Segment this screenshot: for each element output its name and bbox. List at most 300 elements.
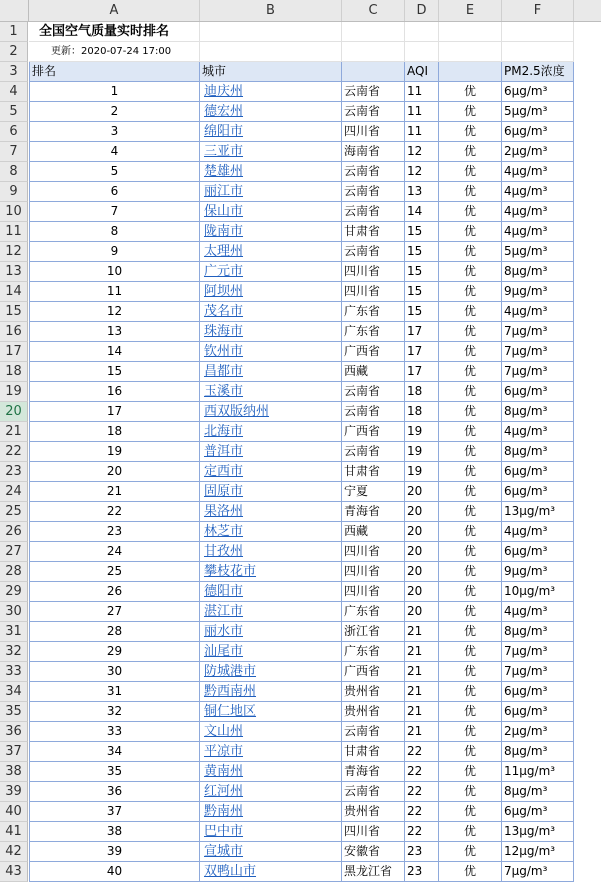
city-link[interactable]: 德宏州 (200, 102, 342, 122)
province-cell[interactable]: 四川省 (342, 822, 405, 842)
quality-level-cell[interactable]: 优 (439, 362, 502, 382)
quality-level-cell[interactable]: 优 (439, 822, 502, 842)
pm25-cell[interactable]: 8μg/m³ (502, 442, 574, 462)
quality-level-cell[interactable]: 优 (439, 322, 502, 342)
city-link[interactable]: 湛江市 (200, 602, 342, 622)
column-header-a[interactable]: A (29, 0, 200, 21)
pm25-cell[interactable]: 2μg/m³ (502, 722, 574, 742)
update-timestamp[interactable]: 更新：2020-07-24 17:00 (51, 46, 172, 57)
rank-cell[interactable]: 31 (29, 682, 200, 702)
pm25-cell[interactable]: 9μg/m³ (502, 282, 574, 302)
city-link[interactable]: 甘孜州 (200, 542, 342, 562)
rank-cell[interactable]: 24 (29, 542, 200, 562)
row-header-7[interactable]: 7 (0, 142, 28, 162)
pm25-cell[interactable]: 12μg/m³ (502, 842, 574, 862)
aqi-cell[interactable]: 22 (405, 762, 439, 782)
province-cell[interactable]: 青海省 (342, 762, 405, 782)
rank-cell[interactable]: 10 (29, 262, 200, 282)
rank-cell[interactable]: 29 (29, 642, 200, 662)
row-header-12[interactable]: 12 (0, 242, 28, 262)
quality-level-cell[interactable]: 优 (439, 702, 502, 722)
row-header-33[interactable]: 33 (0, 662, 28, 682)
aqi-cell[interactable]: 20 (405, 602, 439, 622)
header-prov[interactable] (342, 62, 405, 82)
row-header-39[interactable]: 39 (0, 782, 28, 802)
city-link[interactable]: 绵阳市 (200, 122, 342, 142)
province-cell[interactable]: 贵州省 (342, 682, 405, 702)
aqi-cell[interactable]: 17 (405, 322, 439, 342)
province-cell[interactable]: 云南省 (342, 442, 405, 462)
rank-cell[interactable]: 34 (29, 742, 200, 762)
header-pm[interactable]: PM2.5浓度 (502, 62, 574, 82)
cell-empty[interactable] (439, 22, 502, 42)
rank-cell[interactable]: 7 (29, 202, 200, 222)
pm25-cell[interactable]: 8μg/m³ (502, 622, 574, 642)
row-header-21[interactable]: 21 (0, 422, 28, 442)
city-link[interactable]: 定西市 (200, 462, 342, 482)
quality-level-cell[interactable]: 优 (439, 462, 502, 482)
rank-cell[interactable]: 36 (29, 782, 200, 802)
aqi-cell[interactable]: 17 (405, 362, 439, 382)
rank-cell[interactable]: 18 (29, 422, 200, 442)
pm25-cell[interactable]: 4μg/m³ (502, 182, 574, 202)
row-header-40[interactable]: 40 (0, 802, 28, 822)
rank-cell[interactable]: 40 (29, 862, 200, 882)
row-header-22[interactable]: 22 (0, 442, 28, 462)
rank-cell[interactable]: 35 (29, 762, 200, 782)
quality-level-cell[interactable]: 优 (439, 802, 502, 822)
row-header-5[interactable]: 5 (0, 102, 28, 122)
quality-level-cell[interactable]: 优 (439, 642, 502, 662)
pm25-cell[interactable]: 6μg/m³ (502, 542, 574, 562)
row-header-11[interactable]: 11 (0, 222, 28, 242)
pm25-cell[interactable]: 8μg/m³ (502, 262, 574, 282)
city-link[interactable]: 北海市 (200, 422, 342, 442)
select-all-corner[interactable] (0, 0, 29, 21)
row-header-14[interactable]: 14 (0, 282, 28, 302)
aqi-cell[interactable]: 21 (405, 642, 439, 662)
province-cell[interactable]: 云南省 (342, 782, 405, 802)
pm25-cell[interactable]: 4μg/m³ (502, 602, 574, 622)
pm25-cell[interactable]: 2μg/m³ (502, 142, 574, 162)
row-header-15[interactable]: 15 (0, 302, 28, 322)
quality-level-cell[interactable]: 优 (439, 382, 502, 402)
province-cell[interactable]: 广东省 (342, 322, 405, 342)
city-link[interactable]: 汕尾市 (200, 642, 342, 662)
row-header-41[interactable]: 41 (0, 822, 28, 842)
aqi-cell[interactable]: 19 (405, 462, 439, 482)
row-header-31[interactable]: 31 (0, 622, 28, 642)
province-cell[interactable]: 西藏 (342, 362, 405, 382)
quality-level-cell[interactable]: 优 (439, 442, 502, 462)
aqi-cell[interactable]: 19 (405, 422, 439, 442)
row-header-4[interactable]: 4 (0, 82, 28, 102)
rank-cell[interactable]: 6 (29, 182, 200, 202)
pm25-cell[interactable]: 11μg/m³ (502, 762, 574, 782)
city-link[interactable]: 阿坝州 (200, 282, 342, 302)
quality-level-cell[interactable]: 优 (439, 482, 502, 502)
rank-cell[interactable]: 12 (29, 302, 200, 322)
quality-level-cell[interactable]: 优 (439, 602, 502, 622)
province-cell[interactable]: 四川省 (342, 122, 405, 142)
row-header-27[interactable]: 27 (0, 542, 28, 562)
province-cell[interactable]: 云南省 (342, 242, 405, 262)
row-header-13[interactable]: 13 (0, 262, 28, 282)
header-aqi[interactable]: AQI (405, 62, 439, 82)
rank-cell[interactable]: 28 (29, 622, 200, 642)
pm25-cell[interactable]: 13μg/m³ (502, 502, 574, 522)
city-link[interactable]: 固原市 (200, 482, 342, 502)
rank-cell[interactable]: 38 (29, 822, 200, 842)
rank-cell[interactable]: 19 (29, 442, 200, 462)
province-cell[interactable]: 海南省 (342, 142, 405, 162)
row-header-20[interactable]: 20 (0, 402, 28, 422)
row-header-32[interactable]: 32 (0, 642, 28, 662)
aqi-cell[interactable]: 21 (405, 702, 439, 722)
cell-empty[interactable] (342, 22, 405, 42)
city-link[interactable]: 黔西南州 (200, 682, 342, 702)
quality-level-cell[interactable]: 优 (439, 142, 502, 162)
quality-level-cell[interactable]: 优 (439, 402, 502, 422)
sheet-title[interactable]: 全国空气质量实时排名 (39, 24, 170, 39)
aqi-cell[interactable]: 12 (405, 162, 439, 182)
city-link[interactable]: 陇南市 (200, 222, 342, 242)
rank-cell[interactable]: 32 (29, 702, 200, 722)
quality-level-cell[interactable]: 优 (439, 862, 502, 882)
province-cell[interactable]: 西藏 (342, 522, 405, 542)
province-cell[interactable]: 贵州省 (342, 702, 405, 722)
province-cell[interactable]: 云南省 (342, 182, 405, 202)
rank-cell[interactable]: 9 (29, 242, 200, 262)
pm25-cell[interactable]: 4μg/m³ (502, 202, 574, 222)
province-cell[interactable]: 四川省 (342, 582, 405, 602)
row-header-43[interactable]: 43 (0, 862, 28, 882)
pm25-cell[interactable]: 6μg/m³ (502, 482, 574, 502)
row-header-38[interactable]: 38 (0, 762, 28, 782)
quality-level-cell[interactable]: 优 (439, 662, 502, 682)
province-cell[interactable]: 青海省 (342, 502, 405, 522)
rank-cell[interactable]: 8 (29, 222, 200, 242)
row-header-17[interactable]: 17 (0, 342, 28, 362)
pm25-cell[interactable]: 7μg/m³ (502, 362, 574, 382)
city-link[interactable]: 珠海市 (200, 322, 342, 342)
row-header-16[interactable]: 16 (0, 322, 28, 342)
row-header-3[interactable]: 3 (0, 62, 28, 82)
aqi-cell[interactable]: 23 (405, 862, 439, 882)
city-link[interactable]: 双鸭山市 (200, 862, 342, 882)
row-header-42[interactable]: 42 (0, 842, 28, 862)
city-link[interactable]: 黔南州 (200, 802, 342, 822)
province-cell[interactable]: 甘肃省 (342, 462, 405, 482)
quality-level-cell[interactable]: 优 (439, 222, 502, 242)
city-link[interactable]: 普洱市 (200, 442, 342, 462)
header-level[interactable] (439, 62, 502, 82)
row-header-34[interactable]: 34 (0, 682, 28, 702)
rank-cell[interactable]: 20 (29, 462, 200, 482)
province-cell[interactable]: 云南省 (342, 202, 405, 222)
province-cell[interactable]: 浙江省 (342, 622, 405, 642)
quality-level-cell[interactable]: 优 (439, 202, 502, 222)
aqi-cell[interactable]: 14 (405, 202, 439, 222)
province-cell[interactable]: 广东省 (342, 642, 405, 662)
rank-cell[interactable]: 17 (29, 402, 200, 422)
aqi-cell[interactable]: 15 (405, 242, 439, 262)
quality-level-cell[interactable]: 优 (439, 502, 502, 522)
rank-cell[interactable]: 14 (29, 342, 200, 362)
pm25-cell[interactable]: 8μg/m³ (502, 742, 574, 762)
pm25-cell[interactable]: 8μg/m³ (502, 402, 574, 422)
pm25-cell[interactable]: 6μg/m³ (502, 702, 574, 722)
row-header-35[interactable]: 35 (0, 702, 28, 722)
city-link[interactable]: 丽水市 (200, 622, 342, 642)
rank-cell[interactable]: 23 (29, 522, 200, 542)
rank-cell[interactable]: 13 (29, 322, 200, 342)
quality-level-cell[interactable]: 优 (439, 622, 502, 642)
province-cell[interactable]: 甘肃省 (342, 222, 405, 242)
province-cell[interactable]: 云南省 (342, 82, 405, 102)
pm25-cell[interactable]: 4μg/m³ (502, 222, 574, 242)
cell-empty[interactable] (405, 22, 439, 42)
city-link[interactable]: 迪庆州 (200, 82, 342, 102)
aqi-cell[interactable]: 17 (405, 342, 439, 362)
column-header-e[interactable]: E (439, 0, 502, 21)
city-link[interactable]: 防城港市 (200, 662, 342, 682)
city-link[interactable]: 红河州 (200, 782, 342, 802)
pm25-cell[interactable]: 6μg/m³ (502, 82, 574, 102)
city-link[interactable]: 攀枝花市 (200, 562, 342, 582)
city-link[interactable]: 昌都市 (200, 362, 342, 382)
row-header-1[interactable]: 1 (0, 22, 28, 42)
aqi-cell[interactable]: 22 (405, 802, 439, 822)
province-cell[interactable]: 广西省 (342, 422, 405, 442)
row-header-26[interactable]: 26 (0, 522, 28, 542)
quality-level-cell[interactable]: 优 (439, 542, 502, 562)
rank-cell[interactable]: 3 (29, 122, 200, 142)
province-cell[interactable]: 云南省 (342, 162, 405, 182)
city-link[interactable]: 林芝市 (200, 522, 342, 542)
aqi-cell[interactable]: 20 (405, 582, 439, 602)
quality-level-cell[interactable]: 优 (439, 242, 502, 262)
aqi-cell[interactable]: 11 (405, 122, 439, 142)
province-cell[interactable]: 广西省 (342, 662, 405, 682)
quality-level-cell[interactable]: 优 (439, 342, 502, 362)
province-cell[interactable]: 云南省 (342, 102, 405, 122)
header-city[interactable]: 城市 (200, 62, 342, 82)
aqi-cell[interactable]: 15 (405, 222, 439, 242)
aqi-cell[interactable]: 15 (405, 262, 439, 282)
column-header-d[interactable]: D (405, 0, 439, 21)
aqi-cell[interactable]: 21 (405, 622, 439, 642)
column-header-b[interactable]: B (200, 0, 342, 21)
column-header-c[interactable]: C (342, 0, 405, 21)
column-header-f[interactable]: F (502, 0, 574, 21)
pm25-cell[interactable]: 8μg/m³ (502, 782, 574, 802)
aqi-cell[interactable]: 15 (405, 282, 439, 302)
quality-level-cell[interactable]: 优 (439, 102, 502, 122)
province-cell[interactable]: 四川省 (342, 262, 405, 282)
rank-cell[interactable]: 25 (29, 562, 200, 582)
pm25-cell[interactable]: 13μg/m³ (502, 822, 574, 842)
pm25-cell[interactable]: 7μg/m³ (502, 342, 574, 362)
row-header-10[interactable]: 10 (0, 202, 28, 222)
quality-level-cell[interactable]: 优 (439, 522, 502, 542)
aqi-cell[interactable]: 13 (405, 182, 439, 202)
aqi-cell[interactable]: 20 (405, 562, 439, 582)
row-header-36[interactable]: 36 (0, 722, 28, 742)
rank-cell[interactable]: 30 (29, 662, 200, 682)
aqi-cell[interactable]: 21 (405, 682, 439, 702)
province-cell[interactable]: 四川省 (342, 282, 405, 302)
pm25-cell[interactable]: 6μg/m³ (502, 682, 574, 702)
aqi-cell[interactable]: 18 (405, 382, 439, 402)
pm25-cell[interactable]: 6μg/m³ (502, 462, 574, 482)
city-link[interactable]: 果洛州 (200, 502, 342, 522)
rank-cell[interactable]: 39 (29, 842, 200, 862)
province-cell[interactable]: 甘肃省 (342, 742, 405, 762)
city-link[interactable]: 茂名市 (200, 302, 342, 322)
pm25-cell[interactable]: 4μg/m³ (502, 422, 574, 442)
pm25-cell[interactable]: 4μg/m³ (502, 302, 574, 322)
row-header-24[interactable]: 24 (0, 482, 28, 502)
row-header-23[interactable]: 23 (0, 462, 28, 482)
aqi-cell[interactable]: 20 (405, 502, 439, 522)
row-header-8[interactable]: 8 (0, 162, 28, 182)
rank-cell[interactable]: 21 (29, 482, 200, 502)
quality-level-cell[interactable]: 优 (439, 742, 502, 762)
quality-level-cell[interactable]: 优 (439, 162, 502, 182)
quality-level-cell[interactable]: 优 (439, 302, 502, 322)
quality-level-cell[interactable]: 优 (439, 782, 502, 802)
quality-level-cell[interactable]: 优 (439, 762, 502, 782)
pm25-cell[interactable]: 10μg/m³ (502, 582, 574, 602)
quality-level-cell[interactable]: 优 (439, 182, 502, 202)
row-header-2[interactable]: 2 (0, 42, 28, 62)
cell-empty[interactable] (502, 42, 574, 62)
row-header-28[interactable]: 28 (0, 562, 28, 582)
cell-empty[interactable] (342, 42, 405, 62)
province-cell[interactable]: 广西省 (342, 342, 405, 362)
quality-level-cell[interactable]: 优 (439, 262, 502, 282)
cell-empty[interactable] (502, 22, 574, 42)
rank-cell[interactable]: 4 (29, 142, 200, 162)
row-header-29[interactable]: 29 (0, 582, 28, 602)
rank-cell[interactable]: 2 (29, 102, 200, 122)
rank-cell[interactable]: 22 (29, 502, 200, 522)
pm25-cell[interactable]: 4μg/m³ (502, 162, 574, 182)
city-link[interactable]: 保山市 (200, 202, 342, 222)
rank-cell[interactable]: 37 (29, 802, 200, 822)
quality-level-cell[interactable]: 优 (439, 562, 502, 582)
city-link[interactable]: 文山州 (200, 722, 342, 742)
quality-level-cell[interactable]: 优 (439, 842, 502, 862)
province-cell[interactable]: 云南省 (342, 402, 405, 422)
header-rank[interactable]: 排名 (29, 62, 200, 82)
province-cell[interactable]: 四川省 (342, 562, 405, 582)
row-header-30[interactable]: 30 (0, 602, 28, 622)
city-link[interactable]: 黄南州 (200, 762, 342, 782)
city-link[interactable]: 玉溪市 (200, 382, 342, 402)
quality-level-cell[interactable]: 优 (439, 122, 502, 142)
province-cell[interactable]: 云南省 (342, 382, 405, 402)
province-cell[interactable]: 贵州省 (342, 802, 405, 822)
rank-cell[interactable]: 11 (29, 282, 200, 302)
aqi-cell[interactable]: 11 (405, 102, 439, 122)
row-header-18[interactable]: 18 (0, 362, 28, 382)
aqi-cell[interactable]: 20 (405, 542, 439, 562)
quality-level-cell[interactable]: 优 (439, 82, 502, 102)
quality-level-cell[interactable]: 优 (439, 282, 502, 302)
pm25-cell[interactable]: 7μg/m³ (502, 862, 574, 882)
pm25-cell[interactable]: 7μg/m³ (502, 642, 574, 662)
aqi-cell[interactable]: 12 (405, 142, 439, 162)
province-cell[interactable]: 四川省 (342, 542, 405, 562)
row-header-9[interactable]: 9 (0, 182, 28, 202)
city-link[interactable]: 广元市 (200, 262, 342, 282)
rank-cell[interactable]: 1 (29, 82, 200, 102)
city-link[interactable]: 三亚市 (200, 142, 342, 162)
province-cell[interactable]: 黑龙江省 (342, 862, 405, 882)
quality-level-cell[interactable]: 优 (439, 422, 502, 442)
aqi-cell[interactable]: 15 (405, 302, 439, 322)
aqi-cell[interactable]: 19 (405, 442, 439, 462)
city-link[interactable]: 西双版纳州 (200, 402, 342, 422)
aqi-cell[interactable]: 20 (405, 482, 439, 502)
city-link[interactable]: 丽江市 (200, 182, 342, 202)
rank-cell[interactable]: 16 (29, 382, 200, 402)
pm25-cell[interactable]: 7μg/m³ (502, 662, 574, 682)
city-link[interactable]: 宣城市 (200, 842, 342, 862)
province-cell[interactable]: 广东省 (342, 602, 405, 622)
province-cell[interactable]: 宁夏 (342, 482, 405, 502)
rank-cell[interactable]: 5 (29, 162, 200, 182)
city-link[interactable]: 平凉市 (200, 742, 342, 762)
aqi-cell[interactable]: 21 (405, 662, 439, 682)
row-header-6[interactable]: 6 (0, 122, 28, 142)
city-link[interactable]: 巴中市 (200, 822, 342, 842)
rank-cell[interactable]: 15 (29, 362, 200, 382)
aqi-cell[interactable]: 21 (405, 722, 439, 742)
city-link[interactable]: 德阳市 (200, 582, 342, 602)
aqi-cell[interactable]: 20 (405, 522, 439, 542)
city-link[interactable]: 太理州 (200, 242, 342, 262)
cell-empty[interactable] (405, 42, 439, 62)
quality-level-cell[interactable]: 优 (439, 682, 502, 702)
rank-cell[interactable]: 33 (29, 722, 200, 742)
aqi-cell[interactable]: 22 (405, 822, 439, 842)
pm25-cell[interactable]: 5μg/m³ (502, 242, 574, 262)
row-header-19[interactable]: 19 (0, 382, 28, 402)
aqi-cell[interactable]: 18 (405, 402, 439, 422)
pm25-cell[interactable]: 6μg/m³ (502, 122, 574, 142)
rank-cell[interactable]: 26 (29, 582, 200, 602)
province-cell[interactable]: 广东省 (342, 302, 405, 322)
row-header-25[interactable]: 25 (0, 502, 28, 522)
aqi-cell[interactable]: 11 (405, 82, 439, 102)
aqi-cell[interactable]: 23 (405, 842, 439, 862)
pm25-cell[interactable]: 4μg/m³ (502, 522, 574, 542)
pm25-cell[interactable]: 6μg/m³ (502, 802, 574, 822)
city-link[interactable]: 钦州市 (200, 342, 342, 362)
cell-empty[interactable] (439, 42, 502, 62)
city-link[interactable]: 铜仁地区 (200, 702, 342, 722)
province-cell[interactable]: 安徽省 (342, 842, 405, 862)
aqi-cell[interactable]: 22 (405, 742, 439, 762)
rank-cell[interactable]: 27 (29, 602, 200, 622)
pm25-cell[interactable]: 5μg/m³ (502, 102, 574, 122)
pm25-cell[interactable]: 9μg/m³ (502, 562, 574, 582)
quality-level-cell[interactable]: 优 (439, 582, 502, 602)
aqi-cell[interactable]: 22 (405, 782, 439, 802)
